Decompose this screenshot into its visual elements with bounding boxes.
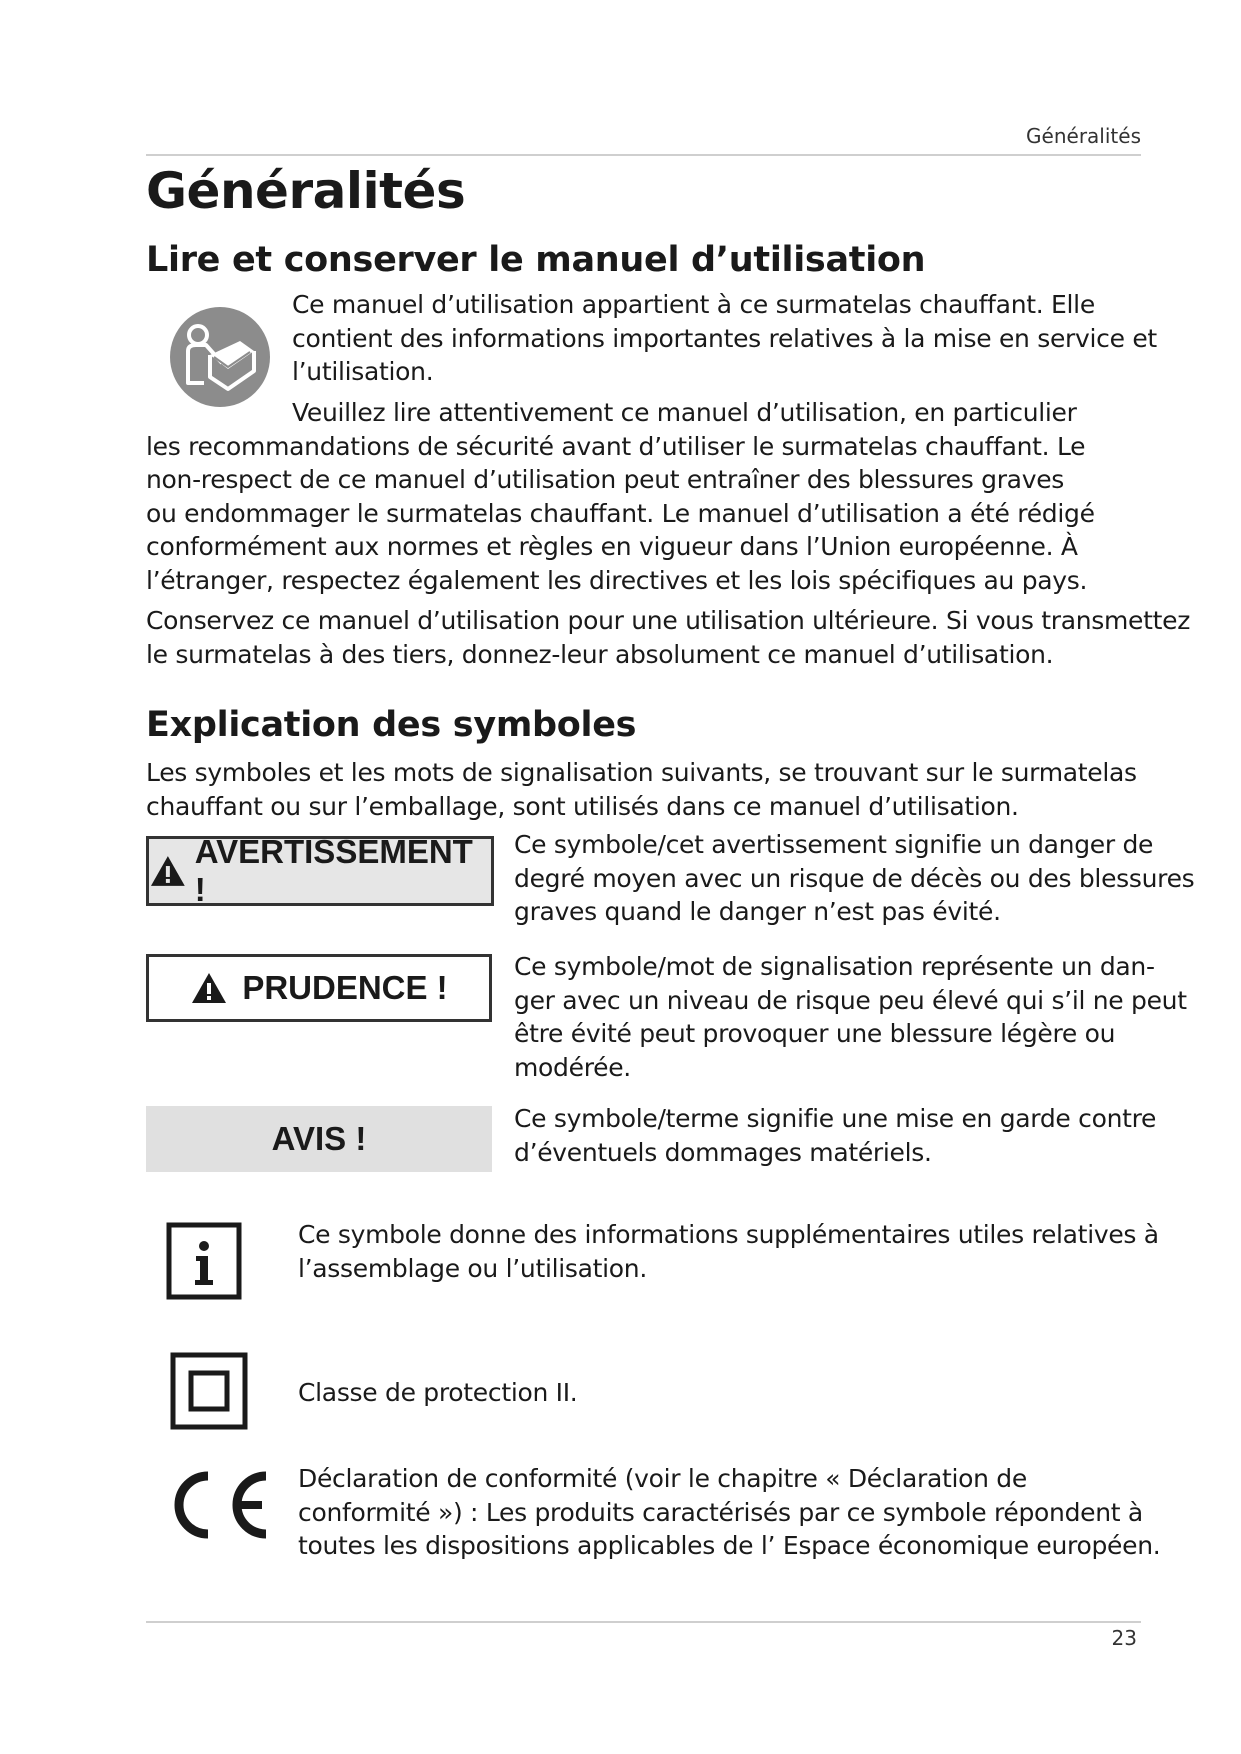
footer-divider <box>146 1621 1141 1623</box>
notice-label: AVIS ! <box>271 1120 367 1157</box>
header-divider <box>146 154 1141 156</box>
intro-paragraph-3: Conservez ce manuel d’utilisation pour une utilisation ultérieure. Si vous transmettez le surmatelas à des tiers, donnez-leur absolument ce manuel d’utilisation. <box>146 606 1191 669</box>
page-title: Généralités <box>146 162 466 220</box>
section-heading-read-manual: Lire et conserver le manuel d’utilisation <box>146 240 926 280</box>
section-heading-symbols: Explication des symboles <box>146 705 637 745</box>
running-header: Généralités <box>1026 124 1141 148</box>
caution-signal-box <box>146 954 492 1022</box>
caution-description: Ce symbole/mot de signalisation représente un dan- ger avec un niveau de risque peu élevé qui s’il ne peut être évité peut provoquer une blessure légère ou modérée. <box>514 952 1187 1082</box>
ce-description: Déclaration de conformité (voir le chapitre « Déclaration de conformité ») : Les produits caractérisés par ce symbole répondent à toutes les dispositions applicables de l’ Espace économique européen. <box>298 1464 1161 1560</box>
protection-class-ii-icon <box>170 1352 248 1430</box>
intro-paragraph-1: Ce manuel d’utilisation appartient à ce surmatelas chauffant. Elle contient des informations importantes relatives à la mise en service et l’utilisation. <box>292 290 1157 386</box>
protection-description: Classe de protection II. <box>298 1378 578 1407</box>
intro-paragraph-2: Veuillez lire attentivement ce manuel d’utilisation, en particulier les recommandations de sécurité avant d’utiliser le surmatelas chauffant. Le non-respect de ce manuel d’utilisation peut entraîner des blessures graves ou endommager le surmatelas chauffant. Le manuel d’utilisation a été rédigé conformément aux normes et règles en vigueur dans l’Union européenne. À l’étranger, respectez également les directives et les lois spécifiques au pays. <box>146 398 1095 595</box>
warning-description: Ce symbole/cet avertissement signifie un danger de degré moyen avec un risque de décès ou des blessures graves quand le danger n’est pas évité. <box>514 830 1195 926</box>
info-icon <box>166 1222 242 1300</box>
warning-signal-box <box>146 833 494 908</box>
notice-description: Ce symbole/terme signifie une mise en garde contre d’éventuels dommages matériels. <box>514 1104 1157 1167</box>
caution-label: PRUDENCE ! <box>242 969 448 1006</box>
warning-triangle-icon <box>149 854 187 888</box>
info-description: Ce symbole donne des informations supplémentaires utiles relatives à l’assemblage ou l’utilisation. <box>298 1220 1159 1283</box>
warning-label: AVERTISSEMENT ! <box>194 833 473 908</box>
caution-triangle-icon <box>190 971 228 1005</box>
notice-signal-box <box>146 1106 492 1172</box>
symbols-intro: Les symboles et les mots de signalisation suivants, se trouvant sur le surmatelas chauffant ou sur l’emballage, sont utilisés dans ce manuel d’utilisation. <box>146 758 1137 821</box>
ce-mark-icon <box>168 1466 272 1544</box>
page-number: 23 <box>1111 1626 1137 1650</box>
read-manual-icon <box>170 307 270 407</box>
